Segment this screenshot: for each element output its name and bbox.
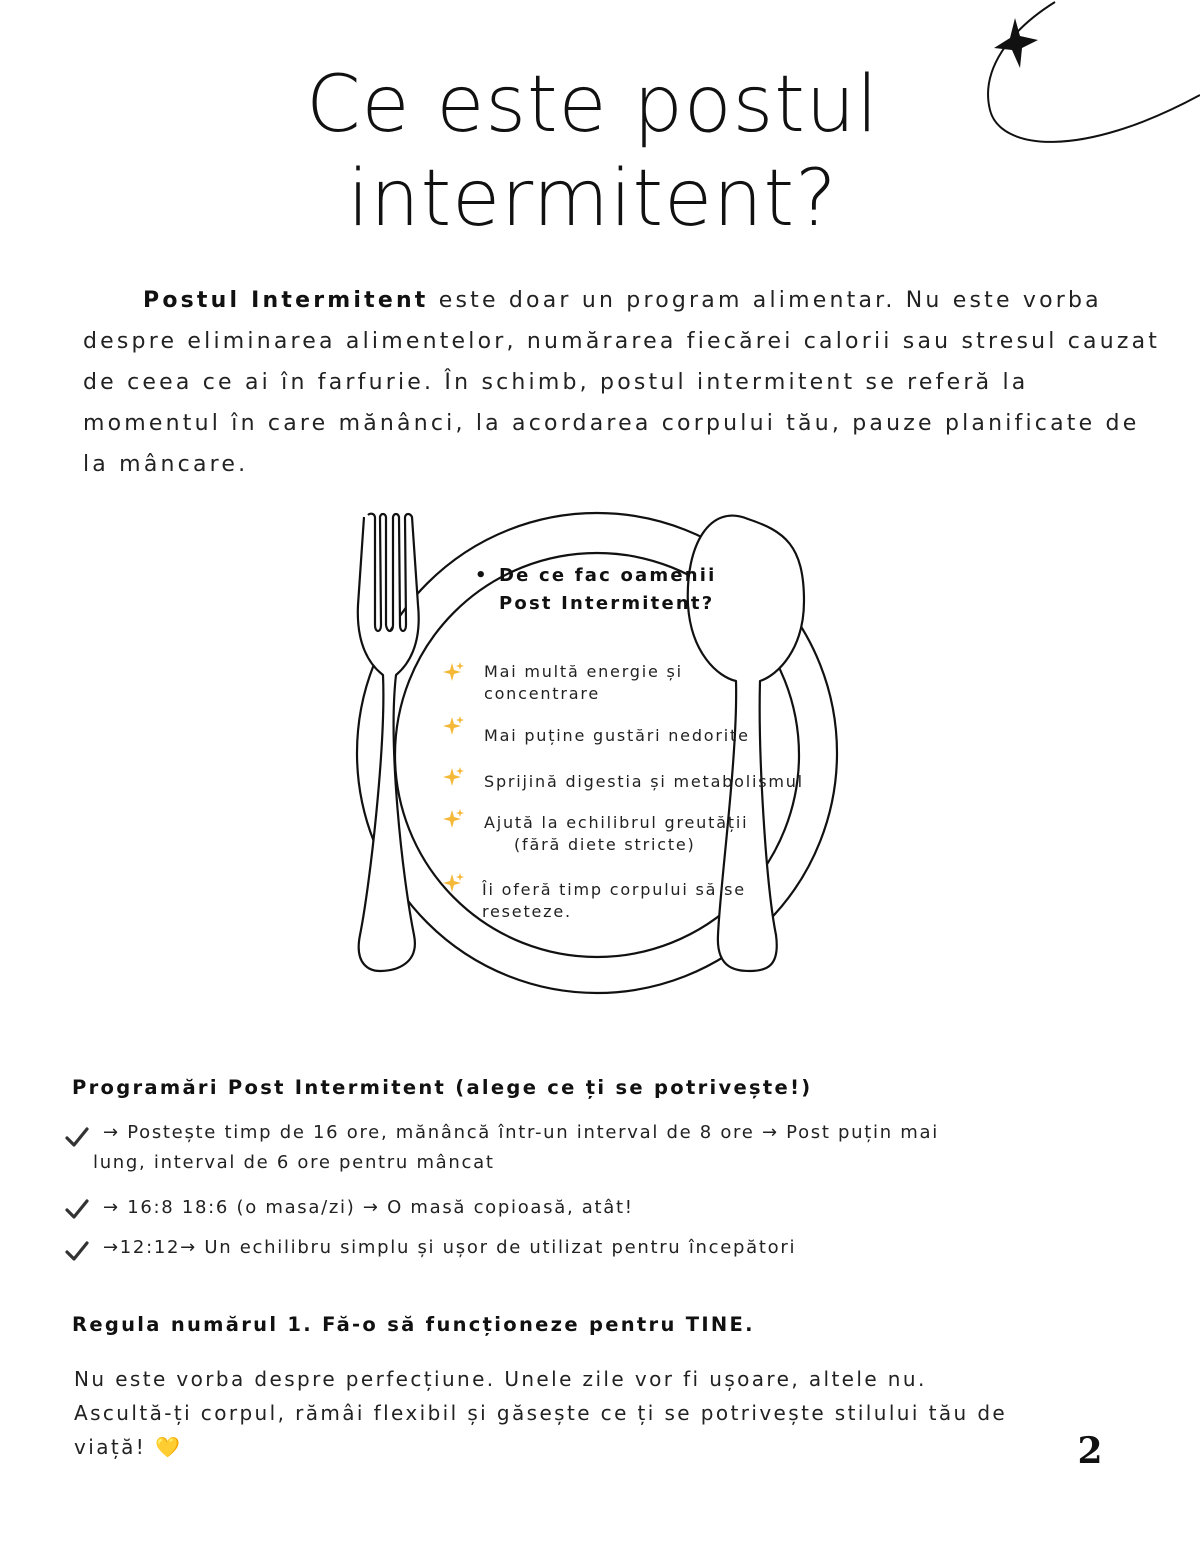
plate-heading-line-1: De ce fac oamenii bbox=[499, 565, 717, 586]
benefit-line-2: concentrare bbox=[484, 684, 601, 703]
schedule-line-1: → Postește timp de 16 ore, mănâncă într-un interval de 8 ore → Post puțin mai bbox=[103, 1122, 939, 1143]
benefit-line-2: (fără diete stricte) bbox=[514, 835, 696, 854]
benefit-line-1: Sprijină digestia și metabolismul bbox=[484, 772, 804, 791]
page-title bbox=[0, 58, 1185, 246]
schedule-line-1: → 16:8 18:6 (o masa/zi) → O masă copioasă, atât! bbox=[103, 1197, 634, 1218]
benefit-line-1: Ajută la echilibrul greutății bbox=[484, 813, 749, 832]
sparkles-icon bbox=[441, 872, 465, 896]
checkmark-icon bbox=[64, 1126, 90, 1148]
sparkles-icon bbox=[441, 766, 465, 790]
schedule-item bbox=[103, 1193, 1003, 1223]
schedule-line-1: →12:12→ Un echilibru simplu și ușor de utilizat pentru începători bbox=[103, 1237, 797, 1258]
schedules-heading: Programări Post Intermitent (alege ce ți se potrivește!) bbox=[72, 1076, 813, 1099]
rule-heading: Regula numărul 1. Fă-o să funcționeze pentru TINE. bbox=[72, 1313, 755, 1336]
benefit-line-1: Mai multă energie și bbox=[484, 662, 683, 681]
plate-heading-line-2: Post Intermitent? bbox=[499, 593, 715, 614]
closing-paragraph bbox=[74, 1362, 1034, 1464]
closing-line-1: Nu este vorba despre perfecțiune. Unele zile vor fi ușoare, altele nu. bbox=[74, 1367, 927, 1391]
schedule-item bbox=[103, 1233, 1003, 1263]
bullet-icon: • bbox=[475, 565, 489, 586]
sparkles-icon bbox=[441, 661, 465, 685]
yellow-heart-icon: 💛 bbox=[154, 1435, 183, 1459]
intro-bold-lead: Postul Intermitent bbox=[143, 288, 429, 313]
page-number: 2 bbox=[1077, 1430, 1103, 1472]
closing-line-2: Ascultă-ți corpul, rămâi flexibil și găsește ce ți se potrivește stilului tău de bbox=[74, 1401, 1008, 1425]
title-line-2: intermitent? bbox=[347, 154, 838, 244]
closing-line-3: viață! 💛 bbox=[74, 1435, 183, 1459]
intro-text: este doar un program alimentar. Nu este vorba despre eliminarea alimentelor, numărarea fiecărei calorii sau stresul cauzat de ceea ce ai în farfurie. În schimb, postul intermitent se referă la momentul în care mănânci, la acordarea corpului tău, pauze planificate de la mâncare. bbox=[83, 288, 1161, 477]
schedule-item-continued bbox=[93, 1148, 993, 1178]
benefit-line-1: Îi oferă timp corpului să se bbox=[482, 880, 746, 899]
sparkles-icon bbox=[441, 715, 465, 739]
benefit-line-2: reseteze. bbox=[482, 902, 572, 921]
intro-paragraph bbox=[83, 280, 1163, 485]
checkmark-icon bbox=[64, 1198, 90, 1220]
schedule-line-2: lung, interval de 6 ore pentru mâncat bbox=[93, 1152, 495, 1173]
sparkles-icon bbox=[441, 808, 465, 832]
benefit-line-1: Mai puține gustări nedorite bbox=[484, 726, 750, 745]
checkmark-icon bbox=[64, 1240, 90, 1262]
schedule-item bbox=[103, 1118, 1003, 1148]
title-line-1: Ce este postul bbox=[306, 60, 879, 150]
